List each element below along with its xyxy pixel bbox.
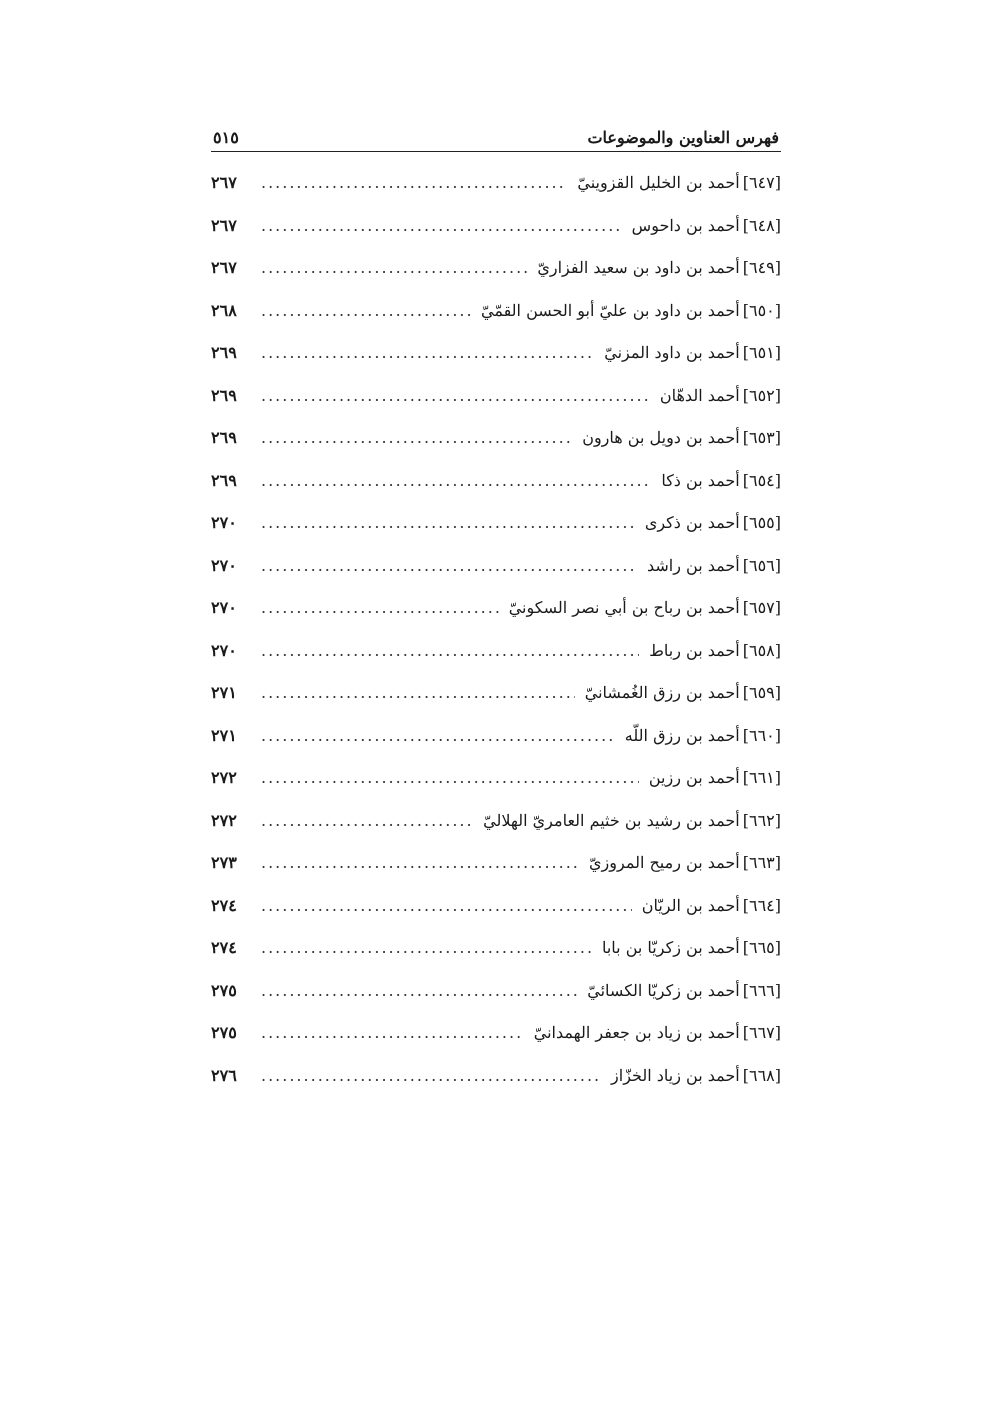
entry-number: [٦٦٥] xyxy=(742,938,781,957)
document-page xyxy=(211,118,781,1097)
dot-leader xyxy=(261,545,637,588)
entry-number: [٦٦١] xyxy=(742,768,781,787)
entry-page-number: ٢٦٩ xyxy=(211,343,237,362)
dot-leader xyxy=(261,502,635,545)
index-entry xyxy=(211,587,781,630)
entry-number: [٦٥٧] xyxy=(742,598,781,617)
entry-number: [٦٥٠] xyxy=(742,300,781,320)
entry-title: أحمد بن زياد بن جعفر الهمدانيّ xyxy=(533,1023,740,1042)
dot-leader xyxy=(261,927,592,970)
entry-page-number: ٢٦٩ xyxy=(211,385,237,405)
entry-number: [٦٥٤] xyxy=(742,470,781,490)
entry-page-number: ٢٧١ xyxy=(211,683,237,702)
entry-page-number: ٢٧٣ xyxy=(211,853,237,872)
entry-number: [٦٥٣] xyxy=(742,428,781,447)
entry-number: [٦٥٢] xyxy=(742,385,781,405)
entry-page-number: ٢٧٦ xyxy=(211,1065,237,1085)
dot-leader xyxy=(261,247,527,290)
dot-leader xyxy=(261,1012,524,1055)
index-entry xyxy=(211,715,781,758)
entry-title: أحمد بن راشد xyxy=(646,555,740,575)
entry-title: أحمد بن الريّان xyxy=(641,895,740,915)
entry-title: أحمد بن زكريّا بن بابا xyxy=(601,938,740,957)
index-entry xyxy=(211,927,781,970)
entry-page-number: ٢٧٥ xyxy=(211,1023,237,1042)
index-entry xyxy=(211,205,781,248)
entry-page-number: ٢٧٠ xyxy=(211,598,237,617)
dot-leader xyxy=(261,1055,601,1098)
entry-page-number: ٢٦٨ xyxy=(211,300,237,320)
index-entry xyxy=(211,672,781,715)
index-entry xyxy=(211,162,781,205)
entry-number: [٦٥١] xyxy=(742,343,781,362)
entry-page-number: ٢٦٧ xyxy=(211,215,237,235)
entry-number: [٦٦٤] xyxy=(742,895,781,915)
entry-number: [٦٦٢] xyxy=(742,810,781,830)
index-entry xyxy=(211,247,781,290)
index-entry xyxy=(211,757,781,800)
entry-number: [٦٤٧] xyxy=(742,173,781,192)
dot-leader xyxy=(261,375,650,418)
dot-leader xyxy=(261,460,651,503)
entry-title: أحمد بن داود بن سعيد الفزاريّ xyxy=(537,258,740,277)
dot-leader xyxy=(261,800,473,843)
index-entry xyxy=(211,502,781,545)
entry-title: أحمد بن دويل بن هارون xyxy=(582,428,740,447)
entry-page-number: ٢٦٩ xyxy=(211,428,237,447)
index-entry xyxy=(211,545,781,588)
entry-title: أحمد بن داحوس xyxy=(631,215,740,235)
header-title: فهرس العناوين والموضوعات xyxy=(587,128,779,147)
dot-leader xyxy=(261,757,639,800)
entry-page-number: ٢٧١ xyxy=(211,725,237,745)
entry-page-number: ٢٦٧ xyxy=(211,258,237,277)
dot-leader xyxy=(261,332,594,375)
index-entry xyxy=(211,290,781,333)
entry-title: أحمد بن زياد الخزّاز xyxy=(611,1065,740,1085)
index-entry xyxy=(211,1055,781,1098)
entry-number: [٦٦٣] xyxy=(742,853,781,872)
index-entry xyxy=(211,332,781,375)
entry-number: [٦٦٦] xyxy=(742,980,781,1000)
entry-number: [٦٦٠] xyxy=(742,725,781,745)
dot-leader xyxy=(261,672,575,715)
running-header xyxy=(211,118,781,152)
index-entry xyxy=(211,460,781,503)
entry-title: أحمد بن رشيد بن خثيم العامريّ الهلاليّ xyxy=(483,810,740,830)
index-entry xyxy=(211,417,781,460)
entry-number: [٦٥٥] xyxy=(742,513,781,532)
entry-title: أحمد بن رزق الغُمشانيّ xyxy=(584,683,740,702)
entry-page-number: ٢٧٥ xyxy=(211,980,237,1000)
entry-title: أحمد بن رزق اللّه xyxy=(624,725,740,745)
entry-page-number: ٢٧٤ xyxy=(211,895,237,915)
page-number: ٥١٥ xyxy=(213,128,239,147)
entry-page-number: ٢٧٠ xyxy=(211,555,237,575)
entry-page-number: ٢٦٧ xyxy=(211,173,237,192)
entry-number: [٦٦٧] xyxy=(742,1023,781,1042)
entry-page-number: ٢٧٢ xyxy=(211,768,237,787)
entry-title: أحمد بن داود بن عليّ أبو الحسن القمّيّ xyxy=(481,300,740,320)
entry-title: أحمد بن داود المزنيّ xyxy=(604,343,740,362)
entry-title: أحمد الدهّان xyxy=(659,385,740,405)
entry-number: [٦٤٩] xyxy=(742,258,781,277)
dot-leader xyxy=(261,417,572,460)
dot-leader xyxy=(261,715,615,758)
dot-leader xyxy=(261,970,577,1013)
entry-title: أحمد بن الخليل القزوينيّ xyxy=(577,173,740,192)
entry-number: [٦٥٨] xyxy=(742,640,781,660)
dot-leader xyxy=(261,290,471,333)
index-entry xyxy=(211,970,781,1013)
entry-number: [٦٥٩] xyxy=(742,683,781,702)
dot-leader xyxy=(261,885,632,928)
entry-title: أحمد بن ذكا xyxy=(661,470,740,490)
entry-number: [٦٥٦] xyxy=(742,555,781,575)
entry-title: أحمد بن رميح المروزيّ xyxy=(589,853,740,872)
entry-page-number: ٢٧٠ xyxy=(211,640,237,660)
index-entry xyxy=(211,630,781,673)
entry-title: أحمد بن رزين xyxy=(648,768,740,787)
dot-leader xyxy=(261,587,499,630)
index-list xyxy=(211,162,781,1097)
index-entry xyxy=(211,375,781,418)
entry-number: [٦٤٨] xyxy=(742,215,781,235)
entry-title: أحمد بن زكريّا الكسائيّ xyxy=(587,980,740,1000)
index-entry xyxy=(211,800,781,843)
entry-title: أحمد بن رباح بن أبي نصر السكونيّ xyxy=(508,598,740,617)
entry-page-number: ٢٧٤ xyxy=(211,938,237,957)
entry-title: أحمد بن رباط xyxy=(649,640,740,660)
index-entry xyxy=(211,1012,781,1055)
entry-page-number: ٢٧٠ xyxy=(211,513,237,532)
index-entry xyxy=(211,885,781,928)
dot-leader xyxy=(261,842,579,885)
dot-leader xyxy=(261,205,622,248)
entry-number: [٦٦٨] xyxy=(742,1065,781,1085)
dot-leader xyxy=(261,630,639,673)
entry-page-number: ٢٦٩ xyxy=(211,470,237,490)
entry-title: أحمد بن ذكرى xyxy=(644,513,740,532)
entry-page-number: ٢٧٢ xyxy=(211,810,237,830)
index-entry xyxy=(211,842,781,885)
dot-leader xyxy=(261,162,567,205)
